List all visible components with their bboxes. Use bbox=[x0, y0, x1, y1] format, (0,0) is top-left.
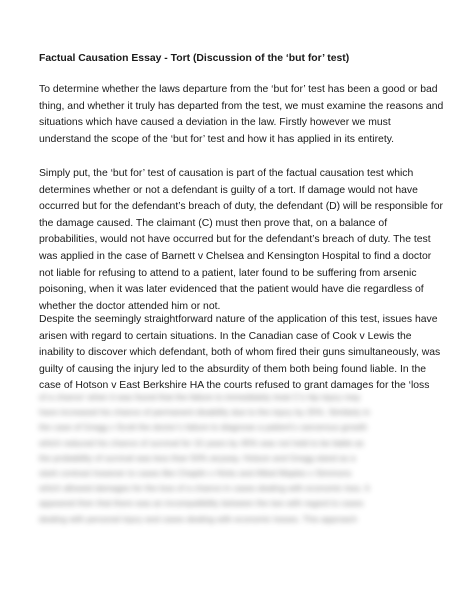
paragraph-line: not liable for refusing to attend to a patient, later found to be suffering from arsenic bbox=[39, 267, 417, 279]
blurred-line: the probability of survival was less than 50% anyway. Hotson and Gregg stand as a bbox=[39, 452, 356, 463]
paragraph-line: was applied in the case of Barnett v Chelsea and Kensington Hospital to find a doctor bbox=[39, 250, 432, 262]
paragraph-line: arisen with regard to certain situations. In the Canadian case of Cook v Lewis the bbox=[39, 330, 412, 342]
paragraph-line: Despite the seemingly straightforward nature of the application of this test, issues have bbox=[39, 314, 438, 325]
paragraph-line: guilty of causing the injury led to the absurdity of them both being found liable. In the bbox=[39, 363, 427, 375]
paragraph-line: the damage caused. The claimant (C) must then prove that, on a balance of bbox=[39, 217, 388, 229]
paragraph-line: poisoning, when it was later evidenced that the patient would have die regardless of bbox=[39, 284, 424, 296]
paragraph-line: determines whether or not a defendant is guilty of a tort. If damage would not have bbox=[39, 184, 418, 196]
blurred-line: the case of Gregg v Scott the doctor’s failure to diagnose a patient’s cancerous growth bbox=[39, 422, 368, 433]
blurred-line: appeared then that there was an incompatibility between the two with regard to cases bbox=[39, 498, 364, 509]
paragraph-line: whether the doctor attended him or not. bbox=[39, 300, 221, 312]
paragraph-line: case of Hotson v East Berkshire HA the courts refused to grant damages for the ‘loss bbox=[39, 380, 430, 392]
paragraph-2 bbox=[39, 166, 449, 315]
blurred-line: of a chance’ when it was found that the failure to immediately treat C’s hip injury may bbox=[39, 392, 361, 402]
paragraph-line: Simply put, the ‘but for’ test of causation is part of the factual causation test which bbox=[39, 168, 414, 179]
paragraph-line: inability to discover which defendant, both of whom fired their guns simultaneously, was bbox=[39, 347, 441, 359]
document-title: Factual Causation Essay - Tort (Discussion of the ‘but for’ test) bbox=[39, 53, 350, 64]
paragraph-line: probabilities, would not have occurred but for the defendant’s breach of duty. The test bbox=[39, 234, 431, 246]
blurred-line: dealing with personal injury and cases dealing with economic losses. This approach bbox=[39, 513, 357, 524]
blurred-preview-text bbox=[39, 390, 449, 527]
paragraph-line: To determine whether the laws departure from the ‘but for’ test has been a good or bad bbox=[39, 84, 438, 95]
blurred-line: stark contrast however to cases like Chaplin v Hicks and Allied Maples v Simmons bbox=[39, 468, 352, 479]
paragraph-line: situations which have caused a deviation in the law. Firstly however we must bbox=[39, 117, 391, 129]
paragraph-1 bbox=[39, 82, 449, 148]
paragraph-line: thing, and whether it truly has departed from the test, we must examine the reasons and bbox=[39, 100, 444, 112]
blurred-line: which reduced his chance of survival for 10 years by 45% was not held to be liable as bbox=[39, 437, 364, 448]
blurred-line: have increased his chance of permanent disability due to the injury by 25%. Similarly in bbox=[39, 407, 371, 418]
paragraph-line: occurred but for the defendant’s breach of duty, the defendant (D) will be responsible for bbox=[39, 201, 443, 213]
blurred-line: which allowed damages for the loss of a chance in cases dealing with economic loss. It bbox=[39, 483, 370, 494]
paragraph-line: understand the scope of the ‘but for’ test and how it has applied in its entirety. bbox=[39, 133, 395, 145]
paragraph-3 bbox=[39, 312, 449, 395]
